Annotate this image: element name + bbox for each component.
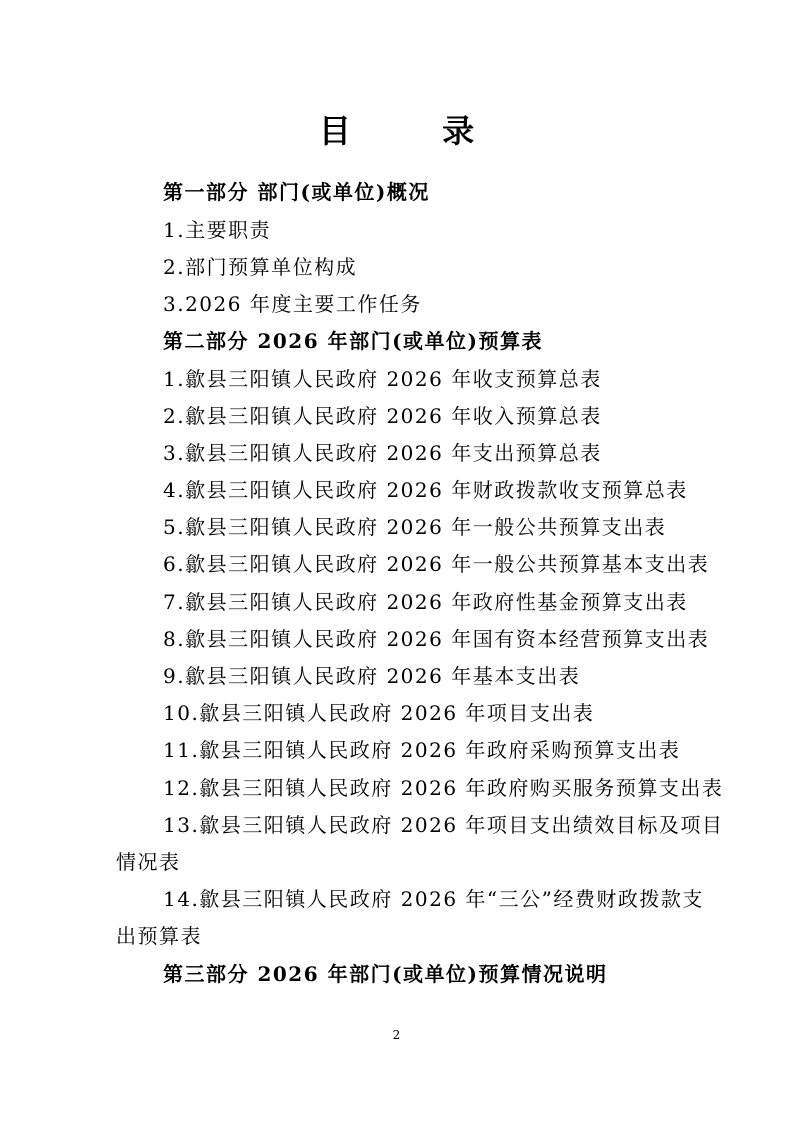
page-number: 2 xyxy=(392,1028,401,1042)
toc-item: 3.2026 年度主要工作任务 xyxy=(163,292,422,316)
page-title: 目 录 xyxy=(318,112,515,150)
toc-item: 10.歙县三阳镇人民政府 2026 年项目支出表 xyxy=(163,701,595,725)
toc-item: 4.歙县三阳镇人民政府 2026 年财政拨款收支预算总表 xyxy=(163,478,688,502)
toc-item: 9.歙县三阳镇人民政府 2026 年基本支出表 xyxy=(163,664,581,688)
toc-item-continuation: 出预算表 xyxy=(116,924,202,948)
toc-item: 3.歙县三阳镇人民政府 2026 年支出预算总表 xyxy=(163,441,602,465)
section-heading-2: 第二部分 2026 年部门(或单位)预算表 xyxy=(163,329,544,353)
toc-item: 11.歙县三阳镇人民政府 2026 年政府采购预算支出表 xyxy=(163,738,681,762)
toc-item: 1.歙县三阳镇人民政府 2026 年收支预算总表 xyxy=(163,367,602,391)
toc-item: 5.歙县三阳镇人民政府 2026 年一般公共预算支出表 xyxy=(163,515,667,539)
section-heading-3: 第三部分 2026 年部门(或单位)预算情况说明 xyxy=(163,962,608,986)
toc-item: 7.歙县三阳镇人民政府 2026 年政府性基金预算支出表 xyxy=(163,590,688,614)
toc-item: 1.主要职责 xyxy=(163,218,272,242)
toc-item-continuation: 情况表 xyxy=(116,850,181,874)
toc-item: 2.部门预算单位构成 xyxy=(163,255,358,279)
toc-item: 6.歙县三阳镇人民政府 2026 年一般公共预算基本支出表 xyxy=(163,552,710,576)
toc-item: 14.歙县三阳镇人民政府 2026 年“三公”经费财政拨款支 xyxy=(163,887,704,911)
toc-item: 13.歙县三阳镇人民政府 2026 年项目支出绩效目标及项目 xyxy=(163,813,724,837)
toc-item: 12.歙县三阳镇人民政府 2026 年政府购买服务预算支出表 xyxy=(163,776,724,800)
toc-item: 2.歙县三阳镇人民政府 2026 年收入预算总表 xyxy=(163,404,602,428)
toc-item: 8.歙县三阳镇人民政府 2026 年国有资本经营预算支出表 xyxy=(163,627,710,651)
section-heading-1: 第一部分 部门(或单位)概况 xyxy=(163,180,430,204)
